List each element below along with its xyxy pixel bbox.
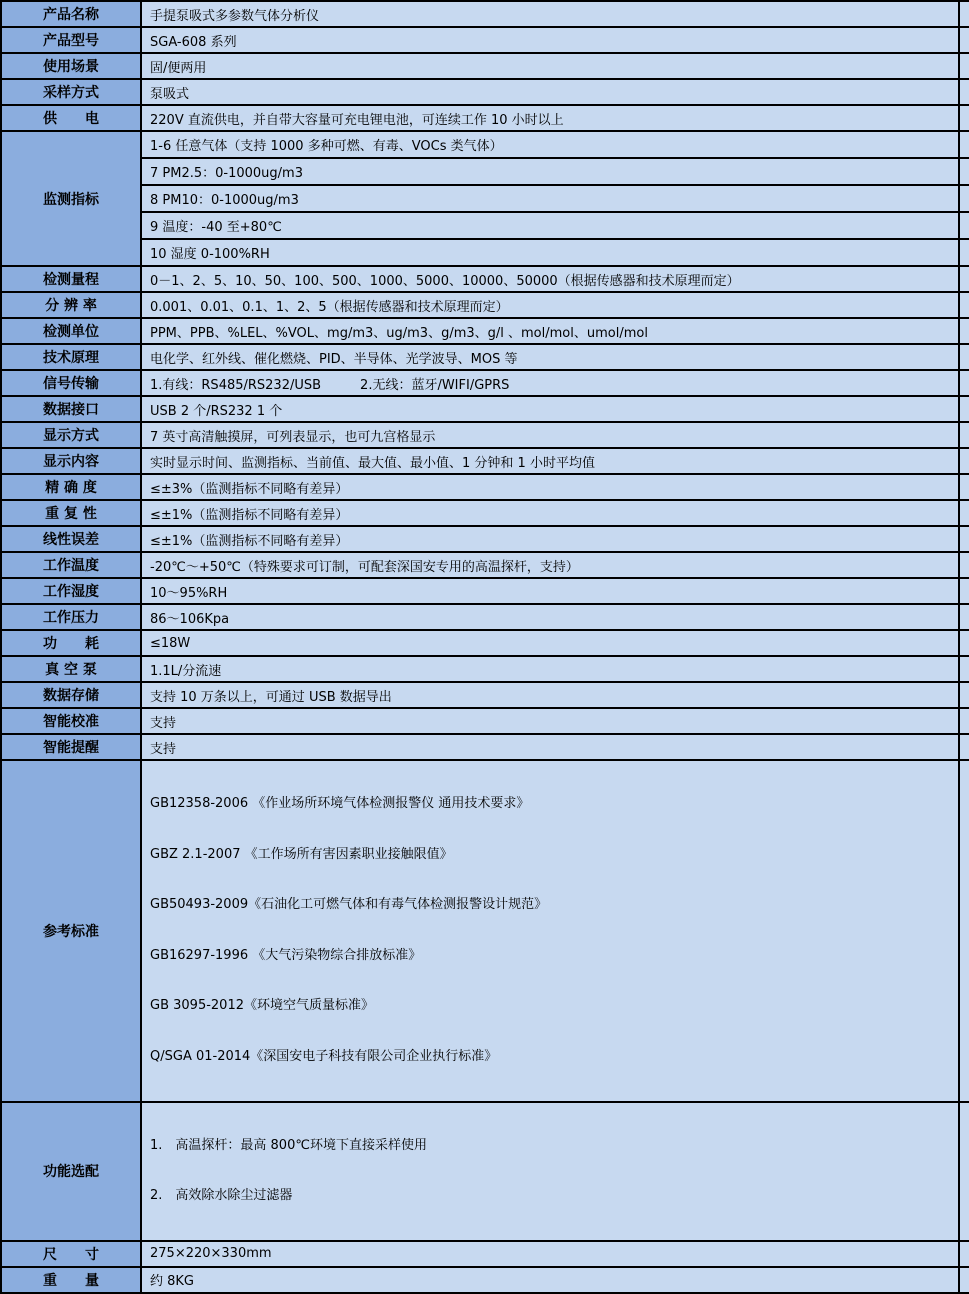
edge-cell [959, 79, 969, 105]
row-value-line: 10 湿度 0-100%RH [141, 239, 959, 266]
row-value-line: 9 温度：-40 至+80℃ [141, 212, 959, 239]
row-label: 智能提醒 [1, 734, 141, 760]
spec-row [1, 1241, 969, 1267]
row-value: ≤±1%（监测指标不同略有差异） [141, 526, 959, 552]
edge-cell [959, 1267, 969, 1293]
edge-cell [959, 131, 969, 158]
row-label: 信号传输 [1, 370, 141, 396]
standard-line: GB12358-2006 《作业场所环境气体检测报警仪 通用技术要求》 [150, 796, 530, 811]
row-label: 工作湿度 [1, 578, 141, 604]
row-value: 1.有线：RS485/RS232/USB 2.无线：蓝牙/WIFI/GPRS [141, 370, 959, 396]
row-label: 智能校准 [1, 708, 141, 734]
spec-row [1, 239, 969, 266]
spec-row [1, 131, 969, 158]
row-label: 检测量程 [1, 266, 141, 292]
edge-cell [959, 604, 969, 630]
edge-cell [959, 682, 969, 708]
row-value: 10～95%RH [141, 578, 959, 604]
row-label: 供 电 [1, 105, 141, 131]
row-value: 0.001、0.01、0.1、1、2、5（根据传感器和技术原理而定） [141, 292, 959, 318]
row-value: 支持 [141, 734, 959, 760]
spec-row [1, 448, 969, 474]
spec-row [1, 526, 969, 552]
spec-row [1, 158, 969, 185]
row-label: 监测指标 [1, 131, 141, 266]
spec-row [1, 578, 969, 604]
edge-cell [959, 344, 969, 370]
row-value: 支持 [141, 708, 959, 734]
option-line: 1. 高温探杆：最高 800℃环境下直接采样使用 [150, 1137, 427, 1153]
row-value-line: 1-6 任意气体（支持 1000 多种可燃、有毒、VOCs 类气体） [141, 131, 959, 158]
row-value: -20℃～+50℃（特殊要求可订制，可配套深国安专用的高温探杆，支持） [141, 552, 959, 578]
row-value: 固/便两用 [141, 53, 959, 79]
spec-row [1, 760, 969, 1102]
edge-cell [959, 500, 969, 526]
row-label: 数据存储 [1, 682, 141, 708]
standard-line: GB16297-1996 《大气污染物综合排放标准》 [150, 947, 422, 963]
edge-cell [959, 370, 969, 396]
row-label: 线性误差 [1, 526, 141, 552]
edge-cell [959, 708, 969, 734]
row-value: 支持 10 万条以上，可通过 USB 数据导出 [141, 682, 959, 708]
spec-row [1, 212, 969, 239]
edge-cell [959, 474, 969, 500]
row-value: USB 2 个/RS232 1 个 [141, 396, 959, 422]
spec-row [1, 344, 969, 370]
edge-cell [959, 552, 969, 578]
spec-row [1, 474, 969, 500]
edge-cell [959, 27, 969, 53]
edge-cell [959, 158, 969, 185]
row-value: ≤±1%（监测指标不同略有差异） [141, 500, 959, 526]
row-value [141, 760, 959, 1102]
row-value: 1.1L/分流速 [141, 656, 959, 682]
spec-row [1, 266, 969, 292]
spec-row [1, 1267, 969, 1293]
spec-row [1, 105, 969, 131]
spec-row [1, 552, 969, 578]
row-value: 0－1、2、5、10、50、100、500、1000、5000、10000、50000（根据传感器和技术原理而定） [141, 266, 959, 292]
row-label: 工作压力 [1, 604, 141, 630]
row-label: 显示方式 [1, 422, 141, 448]
row-label: 产品名称 [1, 1, 141, 27]
row-value: 275×220×330mm [141, 1241, 959, 1267]
edge-cell [959, 239, 969, 266]
row-value: ≤18W [141, 630, 959, 656]
edge-cell [959, 212, 969, 239]
row-label: 分 辨 率 [1, 292, 141, 318]
spec-row [1, 1102, 969, 1241]
standard-line: GBZ 2.1-2007 《工作场所有害因素职业接触限值》 [150, 846, 453, 862]
spec-row [1, 682, 969, 708]
edge-cell [959, 318, 969, 344]
row-value: 实时显示时间、监测指标、当前值、最大值、最小值、1 分钟和 1 小时平均值 [141, 448, 959, 474]
spec-row [1, 370, 969, 396]
spec-row [1, 604, 969, 630]
row-value: 手提泵吸式多参数气体分析仪 [141, 1, 959, 27]
standard-line: GB 3095-2012《环境空气质量标准》 [150, 998, 374, 1014]
row-value: ≤±3%（监测指标不同略有差异） [141, 474, 959, 500]
edge-cell [959, 292, 969, 318]
edge-cell [959, 422, 969, 448]
spec-row [1, 396, 969, 422]
spec-row [1, 27, 969, 53]
row-label: 精 确 度 [1, 474, 141, 500]
edge-cell [959, 1102, 969, 1241]
spec-row [1, 53, 969, 79]
edge-cell [959, 185, 969, 212]
edge-cell [959, 578, 969, 604]
standard-line: GB50493-2009《石油化工可燃气体和有毒气体检测报警设计规范》 [150, 897, 548, 913]
row-value: 约 8KG [141, 1267, 959, 1293]
row-label: 检测单位 [1, 318, 141, 344]
row-label: 真 空 泵 [1, 656, 141, 682]
edge-cell [959, 105, 969, 131]
row-value [141, 1102, 959, 1241]
row-value: SGA-608 系列 [141, 27, 959, 53]
edge-cell [959, 630, 969, 656]
row-value-line: 7 PM2.5：0-1000ug/m3 [141, 158, 959, 185]
row-value: 电化学、红外线、催化燃烧、PID、半导体、光学波导、MOS 等 [141, 344, 959, 370]
row-label: 功能选配 [1, 1102, 141, 1241]
row-label: 产品型号 [1, 27, 141, 53]
row-label: 参考标准 [1, 760, 141, 1102]
spec-row [1, 734, 969, 760]
row-value: PPM、PPB、%LEL、%VOL、mg/m3、ug/m3、g/m3、g/l 、mol/mol、umol/mol [141, 318, 959, 344]
row-value: 泵吸式 [141, 79, 959, 105]
option-line: 2. 高效除水除尘过滤器 [150, 1188, 293, 1204]
edge-cell [959, 760, 969, 1102]
spec-row [1, 185, 969, 212]
row-label: 采样方式 [1, 79, 141, 105]
row-label: 功 耗 [1, 630, 141, 656]
edge-cell [959, 656, 969, 682]
row-value: 7 英寸高清触摸屏，可列表显示，也可九宫格显示 [141, 422, 959, 448]
standard-line: Q/SGA 01-2014《深国安电子科技有限公司企业执行标准》 [150, 1048, 498, 1064]
edge-cell [959, 53, 969, 79]
spec-row [1, 656, 969, 682]
row-label: 重 复 性 [1, 500, 141, 526]
edge-cell [959, 526, 969, 552]
edge-cell [959, 448, 969, 474]
row-label: 使用场景 [1, 53, 141, 79]
row-value: 220V 直流供电，并自带大容量可充电锂电池，可连续工作 10 小时以上 [141, 105, 959, 131]
edge-cell [959, 396, 969, 422]
spec-row [1, 630, 969, 656]
row-label: 重 量 [1, 1267, 141, 1293]
row-label: 数据接口 [1, 396, 141, 422]
row-label: 工作温度 [1, 552, 141, 578]
row-label: 尺 寸 [1, 1241, 141, 1267]
row-value-line: 8 PM10：0-1000ug/m3 [141, 185, 959, 212]
spec-row [1, 422, 969, 448]
spec-row [1, 292, 969, 318]
spec-row [1, 500, 969, 526]
row-value: 86～106Kpa [141, 604, 959, 630]
edge-cell [959, 1241, 969, 1267]
edge-cell [959, 266, 969, 292]
spec-row [1, 79, 969, 105]
spec-row [1, 708, 969, 734]
spec-row [1, 318, 969, 344]
edge-cell [959, 734, 969, 760]
row-label: 显示内容 [1, 448, 141, 474]
edge-cell [959, 1, 969, 27]
spec-row [1, 1, 969, 27]
row-label: 技术原理 [1, 344, 141, 370]
